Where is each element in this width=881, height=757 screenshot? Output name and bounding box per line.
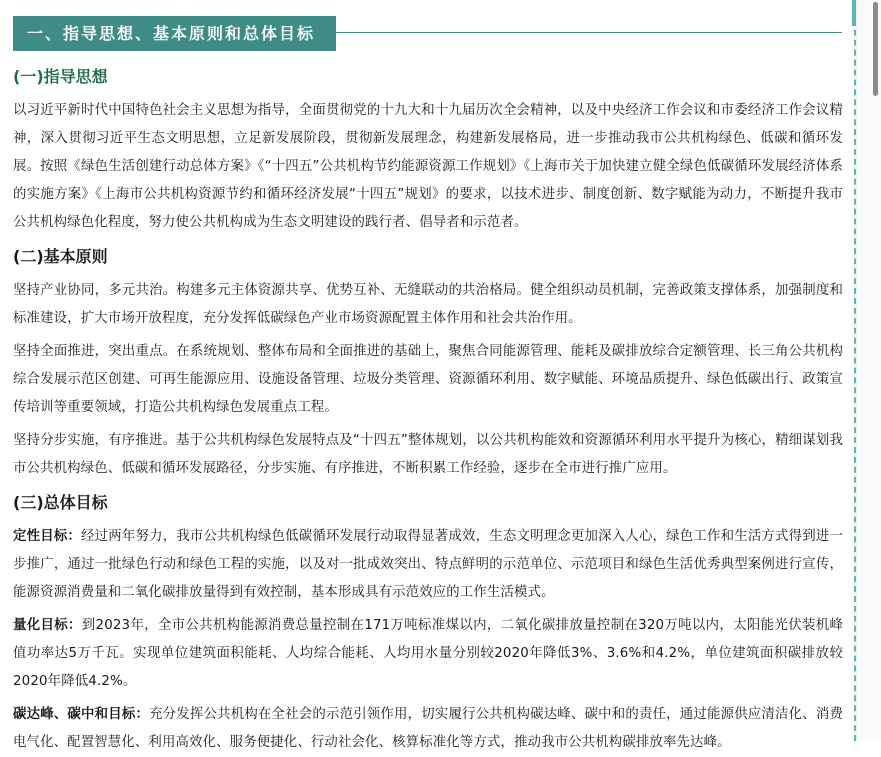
- section-header: [13, 16, 842, 52]
- vertical-scrollbar[interactable]: [856, 0, 881, 741]
- scrollbar-thumb[interactable]: [873, 2, 878, 96]
- carbon-goal-text: 充分发挥公共机构在全社会的示范引领作用，切实履行公共机构碳达峰、碳中和的责任，通过能源供应清洁化、消费电气化、配置智慧化、利用高效化、服务便捷化、行动社会化、核算标准化等方式，推动我市公共机构碳排放率先达峰。: [13, 707, 843, 750]
- principle-paragraph-2: 坚持全面推进，突出重点。在系统规划、整体布局和全面推进的基础上，聚焦合同能源管理、能耗及碳排放综合定额管理、长三角公共机构综合发展示范区创建、可再生能源应用、设施设备管理、垃圾分类管理、资源循环利用、数字赋能、环境品质提升、绿色低碳出行、政策宣传培训等重要领域，打造公共机构绿色发展重点工程。: [13, 344, 843, 415]
- principles-heading: (二)基本原则: [13, 247, 108, 266]
- quantitative-goal-label: 量化目标：: [13, 618, 82, 633]
- qualitative-goal-text: 经过两年努力，我市公共机构绿色低碳循环发展行动取得显著成效，生态文明理念更加深入人心，绿色工作和生活方式得到进一步推广，通过一批绿色行动和绿色工程的实施，以及对一批成效突出、特点鲜明的示范单位、示范项目和绿色生活优秀典型案例进行宣传，能源资源消费量和二氧化碳排放量得到有效控制，基本形成具有示范效应的工作生活模式。: [13, 529, 843, 600]
- guiding-heading: (一)指导思想: [13, 67, 108, 86]
- quantitative-goal-paragraph: [13, 612, 843, 696]
- quantitative-goal-text: 到2023年，全市公共机构能源消费总量控制在171万吨标准煤以内，二氧化碳排放量控制在320万吨以内，太阳能光伏装机峰值功率达5万千瓦。实现单位建筑面积能耗、人均综合能耗、人均用水量分别较2020年降低3%、3.6%和4.2%，单位建筑面积碳排放较2020年降低4.2%。: [13, 618, 844, 689]
- principle-paragraph-3: 坚持分步实施，有序推进。基于公共机构绿色发展特点及“十四五”整体规划，以公共机构能效和资源循环利用水平提升为核心，精细谋划我市公共机构绿色、低碳和循环发展路径，分步实施、有序推进，不断积累工作经验，逐步在全市进行推广应用。: [13, 433, 843, 476]
- carbon-goal-label: 碳达峰、碳中和目标：: [13, 707, 150, 722]
- goals-heading: (三)总体目标: [13, 493, 108, 512]
- qualitative-goal-paragraph: [13, 523, 843, 607]
- qualitative-goal-label: 定性目标：: [13, 529, 82, 544]
- section-title: 一、指导思想、基本原则和总体目标: [13, 16, 336, 51]
- guiding-paragraph: 以习近平新时代中国特色社会主义思想为指导，全面贯彻党的十九大和十九届历次全会精神，以及中央经济工作会议和市委经济工作会议精神，深入贯彻习近平生态文明思想，立足新发展阶段，贯彻新发展理念，构建新发展格局，进一步推动我市公共机构绿色、低碳和循环发展。按照《绿色生活创建行动总体方案》《“十四五”公共机构节约能源资源工作规划》《上海市关于加快建立健全绿色低碳循环发展经济体系的实施方案》《上海市公共机构资源节约和循环经济发展“十四五”规划》的要求，以技术进步、制度创新、数字赋能为动力，不断提升我市公共机构绿色化程度，努力使公共机构成为生态文明建设的践行者、倡导者和示范者。: [13, 103, 843, 230]
- principle-paragraph-1: 坚持产业协同，多元共治。构建多元主体资源共享、优势互补、无缝联动的共治格局。健全组织动员机制，完善政策支撑体系，加强制度和标准建设，扩大市场开放程度，充分发挥低碳绿色产业市场资源配置主体作用和社会共治作用。: [13, 283, 843, 326]
- carbon-goal-paragraph: [13, 701, 843, 757]
- article-body: [13, 58, 843, 757]
